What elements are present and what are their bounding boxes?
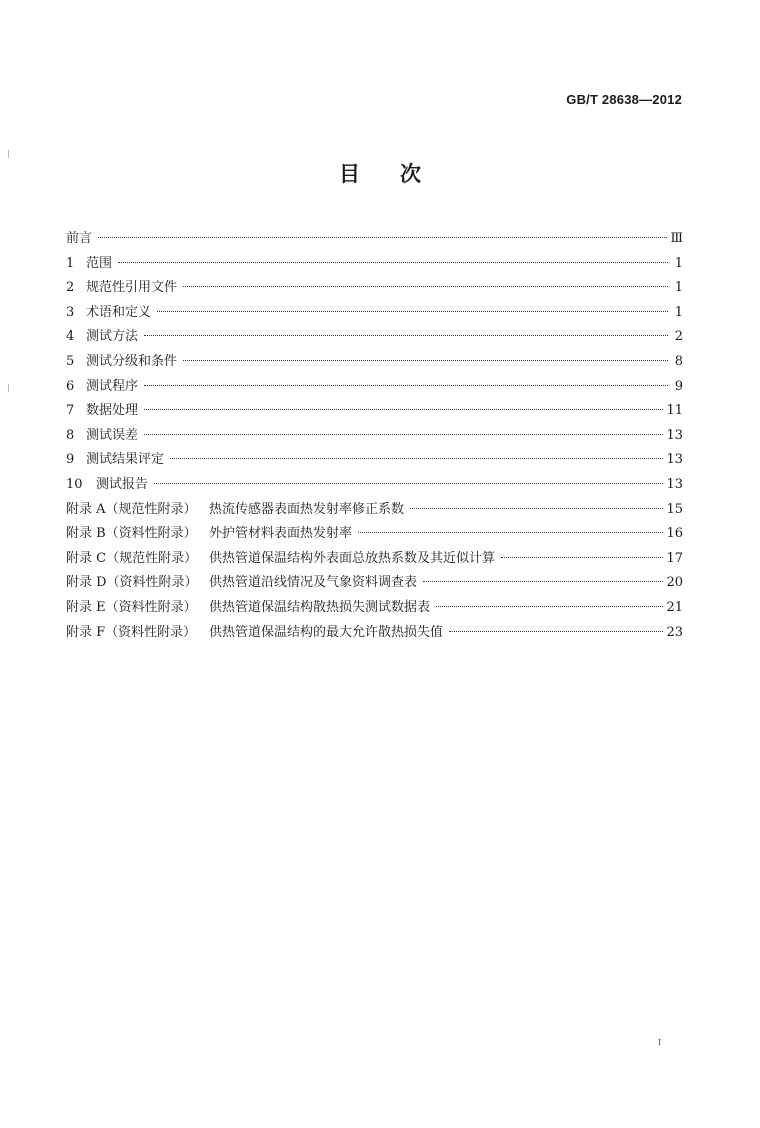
dot-leader [449,631,663,632]
dot-leader [410,508,663,509]
scan-mark [8,384,9,392]
toc-page-number: 8 [674,353,683,369]
toc-entry-label: 8 测试误差 [66,424,138,449]
dot-leader [118,262,668,263]
toc-page-number: 15 [666,501,683,517]
toc-entry-clause[interactable] [66,424,683,449]
annex-designation: 附录 C（规范性附录） [66,550,198,566]
toc-entry-label: 附录 E（资料性附录） 供热管道保温结构散热损失测试数据表 [66,596,430,621]
toc-entry-clause[interactable] [66,399,683,424]
toc-entry-label: 前言 [66,231,93,246]
page-number-mark: Ⅰ [658,1038,662,1047]
clause-number: 7 [66,403,75,419]
toc-page-number: 13 [666,427,683,443]
toc-entry-clause[interactable] [66,276,683,301]
toc-entry-annex[interactable] [66,547,683,572]
toc-page-number: 16 [666,526,683,542]
dot-leader [183,286,668,287]
toc-entry-label: 5 测试分级和条件 [66,350,177,375]
annex-designation: 附录 E（资料性附录） [66,599,197,615]
dot-leader [144,335,668,336]
toc-entry-annex[interactable] [66,498,683,523]
toc-entry-label: 4 测试方法 [66,325,138,350]
toc-entry-label: 附录 C（规范性附录） 供热管道保温结构外表面总放热系数及其近似计算 [66,547,495,572]
toc-entry-clause[interactable] [66,325,683,350]
toc-entry-label: 3 术语和定义 [66,301,151,326]
toc-entry-label: 附录 F（资料性附录） 供热管道保温结构的最大允许散热损失值 [66,621,443,646]
dot-leader [154,483,663,484]
toc-entry-label: 9 测试结果评定 [66,448,164,473]
dot-leader [157,311,668,312]
toc-entry-clause[interactable] [66,448,683,473]
annex-designation: 附录 A（规范性附录） [66,501,197,517]
toc-page-number: 20 [666,575,683,591]
scan-mark [8,150,9,158]
toc-entry-label: 附录 B（资料性附录） 外护管材料表面热发射率 [66,522,352,547]
toc-entry-clause[interactable] [66,375,683,400]
toc-entry-annex[interactable] [66,621,683,646]
toc-entry-annex[interactable] [66,571,683,596]
dot-leader [144,385,668,386]
dot-leader [423,581,663,582]
toc-entry-foreword[interactable] [66,227,683,252]
clause-number: 10 [66,476,83,492]
toc-entry-label: 1 范围 [66,252,112,277]
dot-leader [144,409,663,410]
dot-leader [98,237,667,238]
clause-number: 5 [66,353,75,369]
toc-page-number: 11 [666,403,683,419]
annex-designation: 附录 D（资料性附录） [66,575,198,591]
toc-page-number: 13 [666,476,683,492]
toc-page-number: 13 [666,452,683,468]
annex-designation: 附录 F（资料性附录） [66,624,197,640]
toc-entry-label: 附录 A（规范性附录） 热流传感器表面热发射率修正系数 [66,498,404,523]
toc-page-number: 1 [674,280,683,296]
toc-entry-clause[interactable] [66,473,683,498]
dot-leader [144,434,663,435]
clause-number: 1 [66,255,75,271]
toc-entry-annex[interactable] [66,596,683,621]
clause-number: 8 [66,427,75,443]
toc-page-number: 23 [666,624,683,640]
toc-page-number: 9 [674,378,683,394]
table-of-contents [66,227,683,645]
clause-number: 4 [66,329,75,345]
toc-entry-label: 附录 D（资料性附录） 供热管道沿线情况及气象资料调查表 [66,571,417,596]
document-code: GB/T 28638—2012 [566,92,682,107]
toc-page-number: 1 [674,304,683,320]
clause-number: 3 [66,304,75,320]
toc-entry-label: 7 数据处理 [66,399,138,424]
dot-leader [501,557,663,558]
toc-page-number: 17 [666,550,683,566]
toc-page-number: 21 [666,599,683,615]
clause-number: 6 [66,378,75,394]
toc-entry-label: 6 测试程序 [66,375,138,400]
toc-page-number: Ⅲ [670,231,683,246]
toc-title: 目次 [339,162,461,186]
dot-leader [170,458,663,459]
toc-entry-annex[interactable] [66,522,683,547]
toc-entry-clause[interactable] [66,301,683,326]
toc-entry-clause[interactable] [66,252,683,277]
toc-page-number: 1 [674,255,683,271]
dot-leader [183,360,668,361]
clause-number: 2 [66,280,75,296]
toc-entry-label: 10 测试报告 [66,473,148,498]
toc-page-number: 2 [674,329,683,345]
dot-leader [436,606,663,607]
annex-designation: 附录 B（资料性附录） [66,526,197,542]
clause-number: 9 [66,452,75,468]
dot-leader [358,532,663,533]
toc-entry-label: 2 规范性引用文件 [66,276,177,301]
toc-entry-clause[interactable] [66,350,683,375]
